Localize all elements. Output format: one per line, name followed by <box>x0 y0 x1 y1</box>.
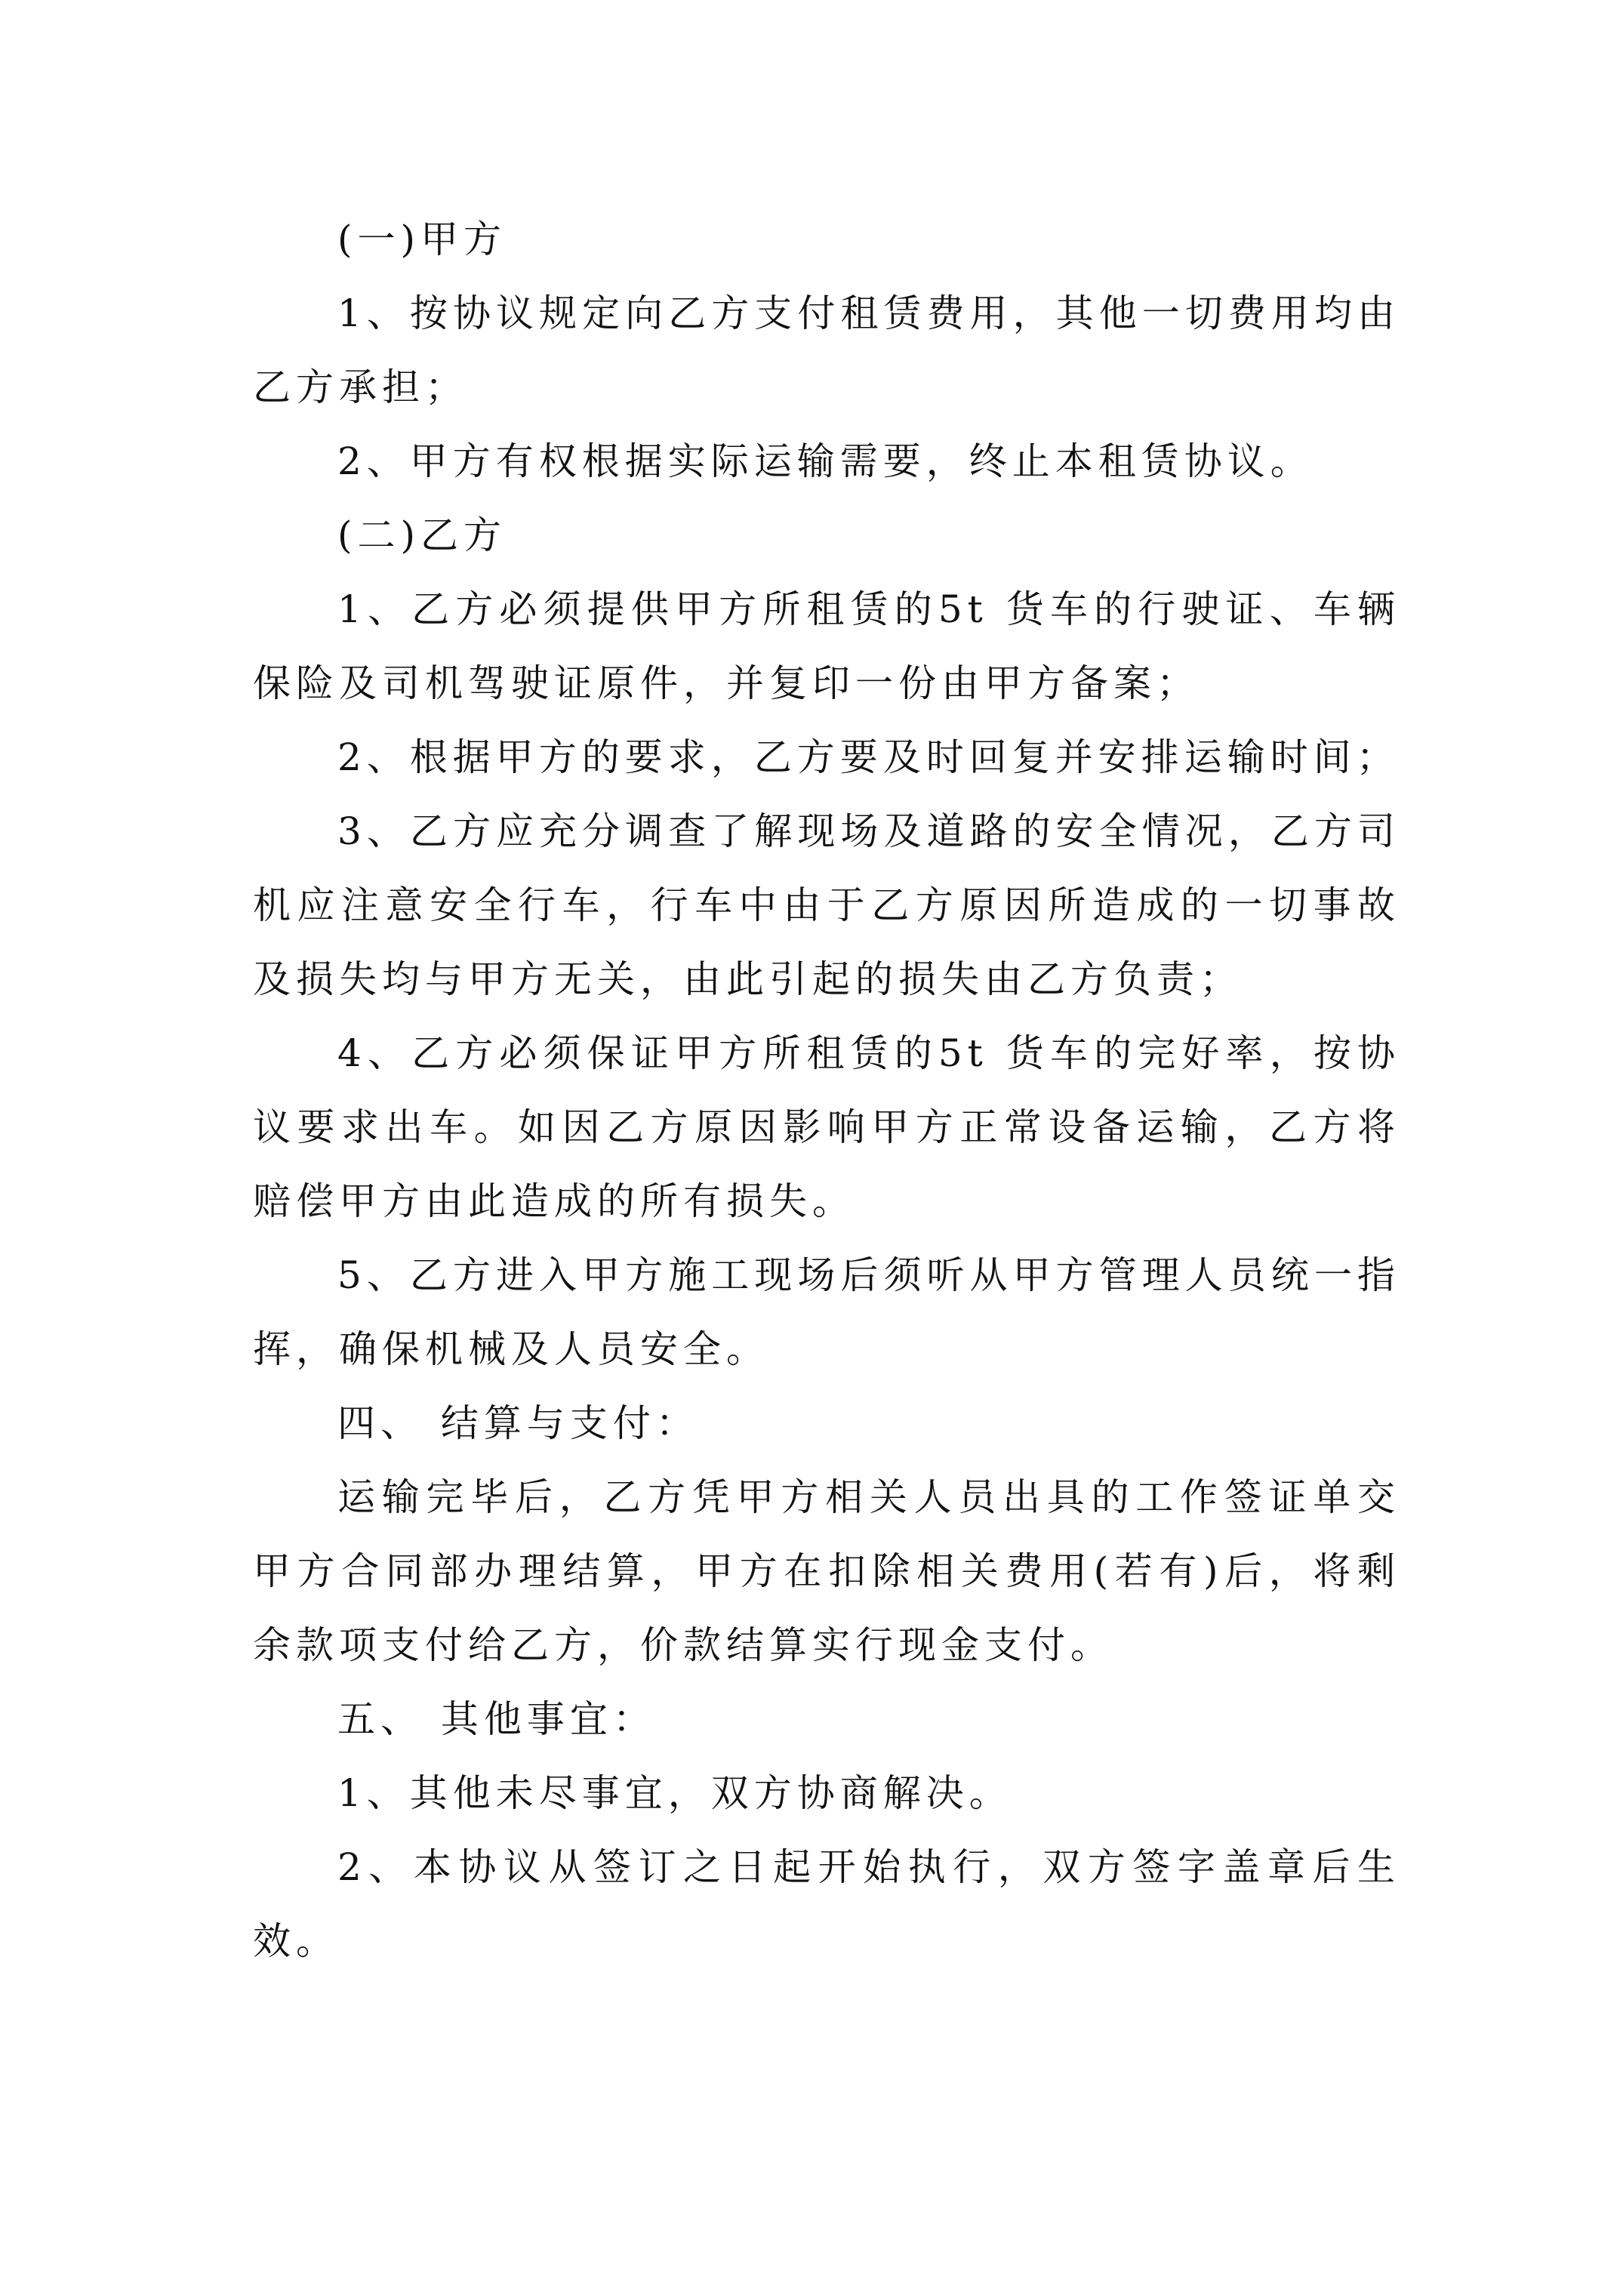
party-b-clause-2: 2、根据甲方的要求，乙方要及时回复并安排运输时间； <box>337 735 1400 779</box>
party-b-clause-3: 3、乙方应充分调查了解现场及道路的安全情况，乙方司机应注意安全行车，行车中由于乙方原因所造成的一切事故及损失均与甲方无关，由此引起的损失由乙方负责； <box>253 809 1400 1001</box>
other-clause-2: 2、本协议从签订之日起开始执行，双方签字盖章后生效。 <box>253 1845 1400 1963</box>
section-heading-party-b: (二)乙方 <box>337 513 507 557</box>
section-heading-other: 五、 其他事宜： <box>337 1697 656 1741</box>
section-heading-party-a: (一)甲方 <box>337 217 507 261</box>
party-b-clause-4: 4、乙方必须保证甲方所租赁的5t 货车的完好率，按协议要求出车。如因乙方原因影响甲方正常设备运输，乙方将赔偿甲方由此造成的所有损失。 <box>253 1031 1400 1223</box>
document-body <box>253 202 1400 1978</box>
party-a-clause-2: 2、甲方有权根据实际运输需要，终止本租赁协议。 <box>337 439 1313 483</box>
party-b-clause-1: 1、乙方必须提供甲方所租赁的5t 货车的行驶证、车辆保险及司机驾驶证原件，并复印一份由甲方备案； <box>253 587 1400 705</box>
settlement-text: 运输完毕后，乙方凭甲方相关人员出具的工作签证单交甲方合同部办理结算，甲方在扣除相关费用(若有)后，将剩余款项支付给乙方，价款结算实行现金支付。 <box>253 1475 1400 1667</box>
party-b-clause-5: 5、乙方进入甲方施工现场后须听从甲方管理人员统一指挥，确保机械及人员安全。 <box>253 1253 1400 1371</box>
other-clause-1: 1、其他未尽事宜，双方协商解决。 <box>337 1771 1012 1815</box>
section-heading-settlement: 四、 结算与支付： <box>337 1401 699 1445</box>
party-a-clause-1: 1、按协议规定向乙方支付租赁费用，其他一切费用均由乙方承担； <box>253 291 1400 409</box>
